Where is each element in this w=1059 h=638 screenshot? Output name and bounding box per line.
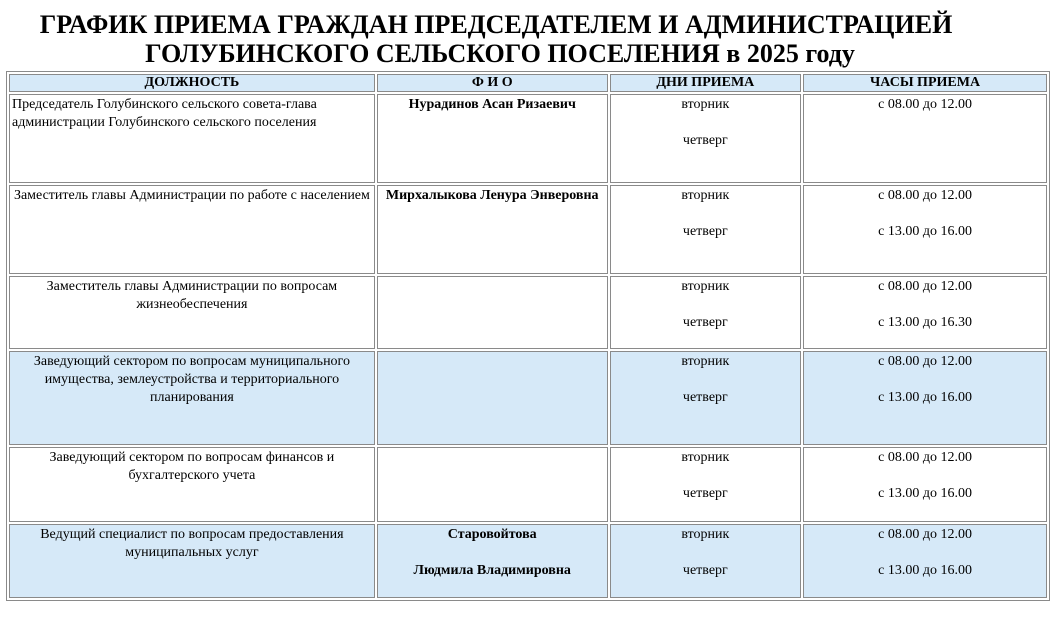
table-row: [9, 524, 1047, 598]
table-row: [9, 351, 1047, 445]
col-header-position: ДОЛЖНОСТЬ: [9, 74, 375, 92]
hours-1: с 08.00 до 12.00: [878, 354, 972, 369]
col-header-hours: ЧАСЫ ПРИЕМА: [803, 74, 1047, 92]
days-cell: [610, 185, 801, 274]
day-1: вторник: [681, 354, 730, 369]
day-1: вторник: [681, 188, 730, 203]
hours-2: с 13.00 до 16.30: [878, 315, 972, 330]
hours-cell: [803, 185, 1047, 274]
table-row: [9, 94, 1047, 183]
day-2: четверг: [682, 390, 728, 405]
hours-2: с 13.00 до 16.00: [878, 486, 972, 501]
fio-name: Нурадинов Асан Ризаевич: [408, 97, 576, 112]
title-line-2: ГОЛУБИНСКОГО СЕЛЬСКОГО ПОСЕЛЕНИЯ в 2025 году: [145, 39, 855, 68]
hours-cell: [803, 276, 1047, 349]
reception-schedule-table: [6, 71, 1050, 601]
day-1: вторник: [681, 450, 730, 465]
hours-cell: [803, 94, 1047, 183]
fio-cell: [377, 276, 608, 349]
day-2: четверг: [682, 315, 728, 330]
table-row: [9, 276, 1047, 349]
hours-cell: [803, 524, 1047, 598]
fio-cell: [377, 94, 608, 183]
position-cell: Заведующий сектором по вопросам финансов и бухгалтерского учета: [9, 447, 375, 522]
position-cell: Председатель Голубинского сельского совета-глава администрации Голубинского сельского поселения: [9, 94, 375, 183]
header-row: [9, 74, 1047, 92]
hours-1: с 08.00 до 12.00: [878, 97, 972, 112]
day-2: четверг: [682, 133, 728, 148]
fio-given-names: Людмила Владимировна: [413, 563, 571, 578]
fio-cell: Мирхалыкова Ленура Энверовна: [377, 185, 608, 274]
fio-cell: [377, 351, 608, 445]
days-cell: [610, 94, 801, 183]
col-header-fio: Ф И О: [377, 74, 608, 92]
day-2: четверг: [682, 563, 728, 578]
day-1: вторник: [681, 279, 730, 294]
fio-cell: [377, 447, 608, 522]
hours-2: с 13.00 до 16.00: [878, 563, 972, 578]
day-2: четверг: [682, 486, 728, 501]
hours-1: с 08.00 до 12.00: [878, 450, 972, 465]
days-cell: [610, 524, 801, 598]
days-cell: [610, 447, 801, 522]
position-cell: Заведующий сектором по вопросам муниципального имущества, землеустройства и территориального планирования: [9, 351, 375, 445]
table-row: [9, 185, 1047, 274]
hours-cell: [803, 447, 1047, 522]
day-1: вторник: [681, 527, 730, 542]
hours-cell: [803, 351, 1047, 445]
fio-surname: Старовойтова: [447, 527, 537, 542]
hours-1: с 08.00 до 12.00: [878, 527, 972, 542]
day-1: вторник: [681, 97, 730, 112]
fio-cell: [377, 524, 608, 598]
position-cell: Заместитель главы Администрации по вопросам жизнеобеспечения: [9, 276, 375, 349]
title-line-1: ГРАФИК ПРИЕМА ГРАЖДАН ПРЕДСЕДАТЕЛЕМ И АДМИНИСТРАЦИЕЙ: [39, 10, 953, 39]
position-cell: Заместитель главы Администрации по работе с населением: [9, 185, 375, 274]
hours-1: с 08.00 до 12.00: [878, 279, 972, 294]
hours-1: с 08.00 до 12.00: [878, 188, 972, 203]
hours-2: с 13.00 до 16.00: [878, 224, 972, 239]
days-cell: [610, 276, 801, 349]
document-title: [0, 10, 1000, 68]
table-row: [9, 447, 1047, 522]
col-header-days: ДНИ ПРИЕМА: [610, 74, 801, 92]
day-2: четверг: [682, 224, 728, 239]
hours-2: с 13.00 до 16.00: [878, 390, 972, 405]
position-cell: Ведущий специалист по вопросам предоставления муниципальных услуг: [9, 524, 375, 598]
days-cell: [610, 351, 801, 445]
